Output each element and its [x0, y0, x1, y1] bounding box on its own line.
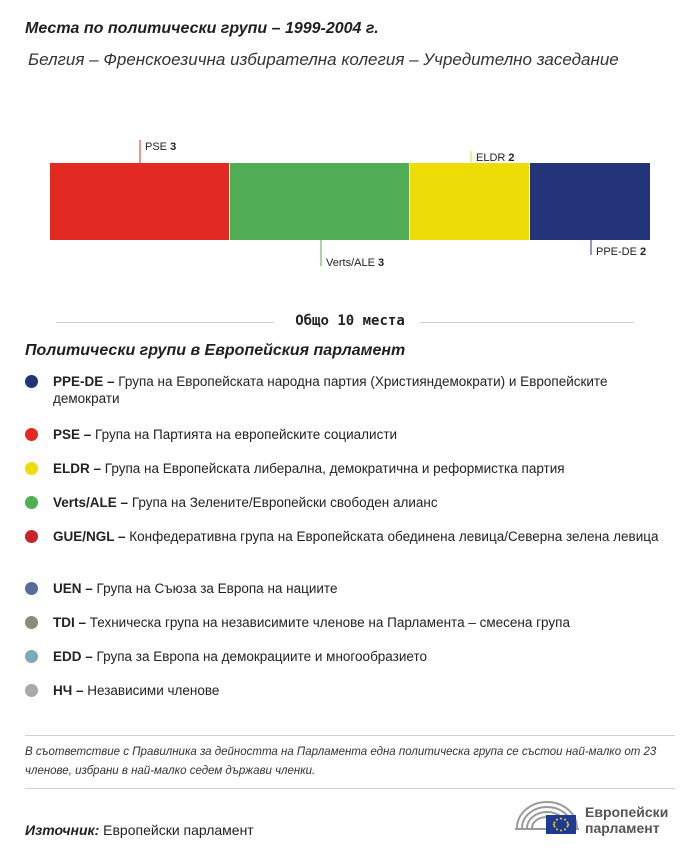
legend-item [25, 426, 675, 443]
chart-subtitle: Белгия – Френскоезична избирателна колегия – Учредително заседание [28, 50, 619, 69]
bar-segment-ppe-de [530, 163, 650, 240]
legend-abbr: НЧ – [53, 683, 84, 698]
legend-text [53, 460, 565, 477]
legend-desc: Група на Зелените/Европейски свободен алианс [131, 495, 438, 510]
legend-color-dot [25, 428, 38, 441]
legend-item [25, 460, 675, 477]
legend-text [53, 682, 219, 699]
legend-abbr: ELDR – [53, 461, 102, 476]
ep-logo-line2: парламент [585, 820, 660, 836]
legend-color-dot [25, 616, 38, 629]
legend-color-dot [25, 462, 38, 475]
legend-desc: Независими членове [87, 683, 220, 698]
legend-item [25, 373, 675, 407]
legend-abbr: Verts/ALE – [53, 495, 129, 510]
total-seats-label [0, 313, 700, 329]
legend-item [25, 580, 675, 597]
legend-item [25, 614, 675, 631]
legend-desc: Конфедеративна група на Европейската обединена левица/Северна зелена левица [129, 529, 659, 544]
legend-desc: Група на Партията на европейските социалисти [95, 427, 398, 442]
seat-bar-chart [0, 130, 700, 280]
note-divider-bottom [25, 788, 675, 789]
bar-segment-eldr [410, 163, 529, 240]
segment-label: ELDR 2 [476, 152, 515, 164]
source [25, 822, 254, 838]
groups-title: Политически групи в Европейския парламент [25, 342, 406, 359]
bar-segment-verts-ale [230, 163, 409, 240]
legend-desc: Техническа група на независимите членове на Парламента – смесена група [89, 615, 570, 630]
legend-abbr: GUE/NGL – [53, 529, 126, 544]
legend-item [25, 494, 675, 511]
legend-abbr: PPE-DE – [53, 374, 115, 389]
legend-text [53, 426, 397, 443]
legend-desc: Група за Европа на демокрациите и многообразието [96, 649, 427, 664]
bar-segment-pse [50, 163, 229, 240]
footnote: В съответствие с Правилника за дейността на Парламента една политическа група се състои най-малко от 23 членове, избрани в най-малко седем държави членки. [25, 746, 657, 777]
legend-text [53, 528, 659, 545]
legend-text [53, 494, 438, 511]
legend-text [53, 580, 337, 597]
legend-desc: Група на Европейската народна партия (Християндемократи) и Европейските демократи [53, 374, 608, 406]
legend-color-dot [25, 530, 38, 543]
ep-logo-text [585, 804, 668, 836]
legend-color-dot [25, 650, 38, 663]
chart-title: Места по политически групи – 1999-2004 г. [25, 20, 379, 37]
total-seats-text: Общо 10 места [285, 313, 415, 329]
legend-color-dot [25, 375, 38, 388]
legend-abbr: UEN – [53, 581, 93, 596]
source-label: Източник: [25, 822, 100, 838]
legend-color-dot [25, 684, 38, 697]
legend-item [25, 682, 675, 699]
legend-desc: Група на Европейската либерална, демократична и реформистка партия [104, 461, 565, 476]
ep-hemicycle-icon [513, 798, 581, 838]
legend-abbr: TDI – [53, 615, 87, 630]
segment-label: PPE-DE 2 [596, 246, 647, 258]
ep-logo-line1: Европейски [585, 804, 669, 820]
source-value: Европейски парламент [103, 822, 254, 838]
legend-color-dot [25, 496, 38, 509]
legend-text [53, 373, 675, 407]
segment-label: Verts/ALE 3 [326, 257, 385, 269]
legend-text [53, 648, 427, 665]
segment-label: PSE 3 [145, 141, 177, 153]
note-divider-top [25, 735, 675, 736]
legend-item [25, 648, 675, 665]
legend-abbr: EDD – [53, 649, 93, 664]
legend-abbr: PSE – [53, 427, 92, 442]
legend-desc: Група на Съюза за Европа на нациите [96, 581, 338, 596]
legend-color-dot [25, 582, 38, 595]
legend-text [53, 614, 570, 631]
ep-logo [513, 798, 678, 838]
legend-item [25, 528, 675, 545]
